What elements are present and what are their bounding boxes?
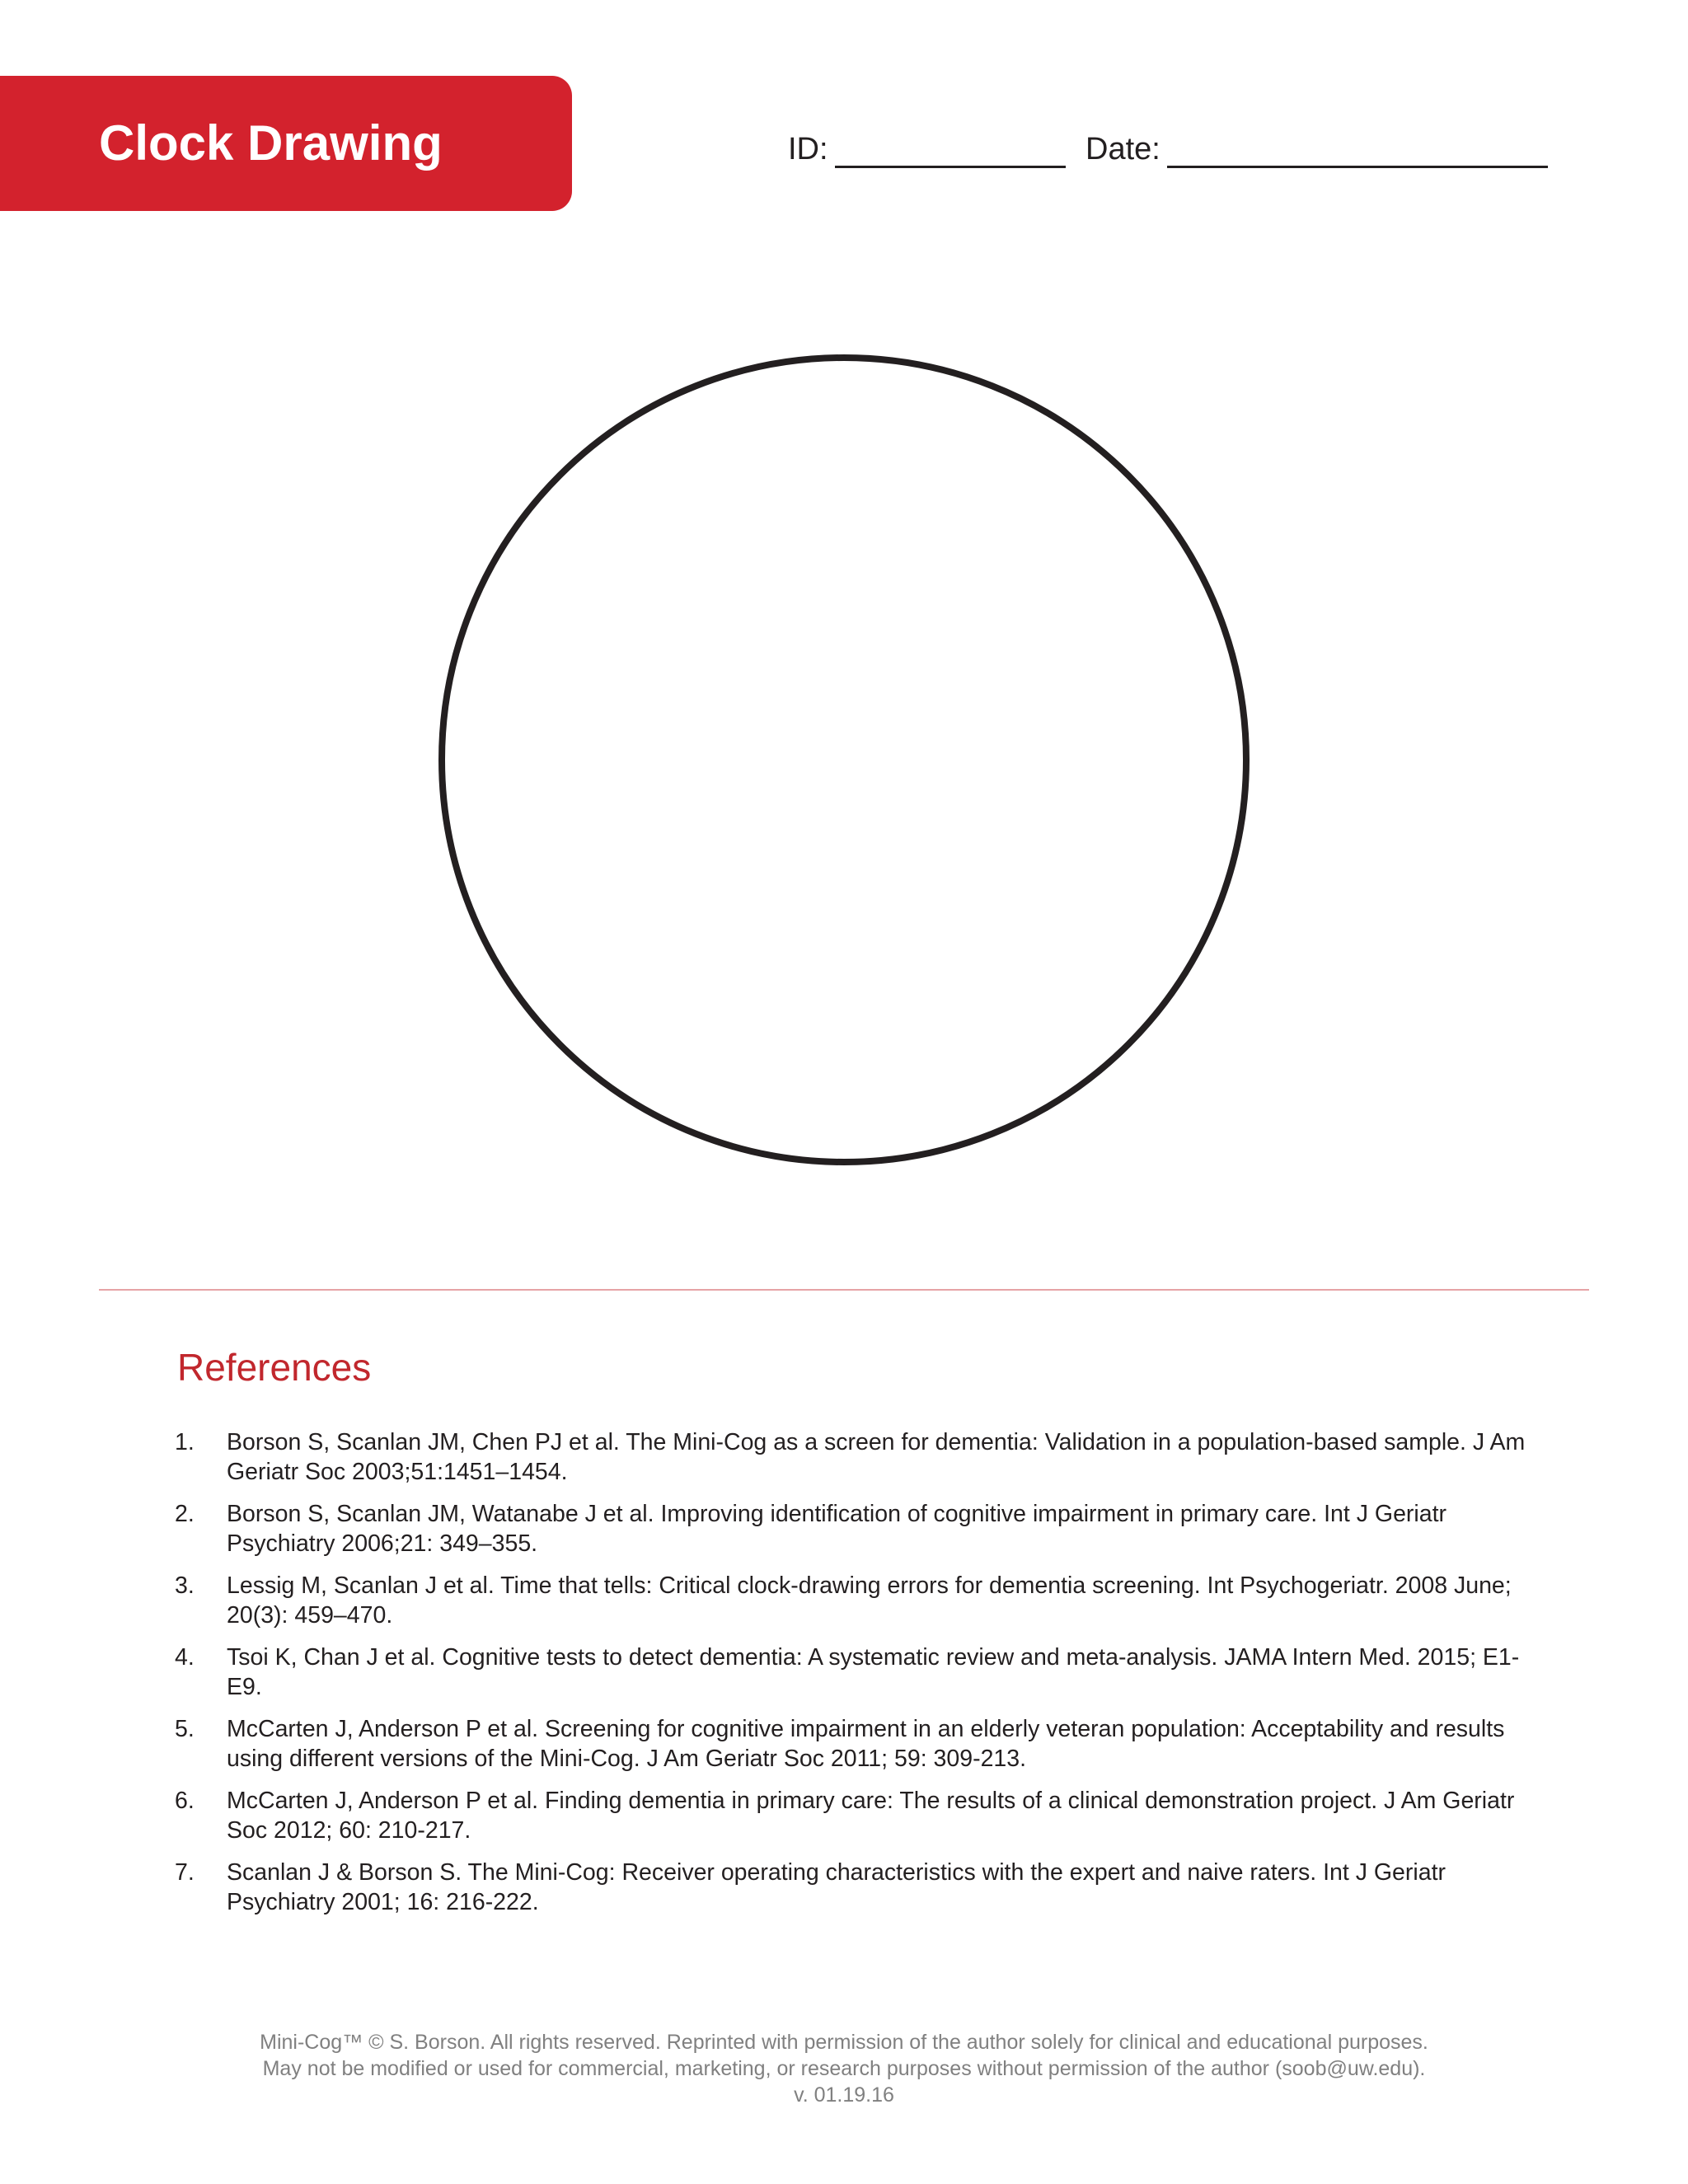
reference-number: 5. (175, 1716, 195, 1742)
reference-text: Borson S, Scanlan JM, Watanabe J et al. Improving identification of cognitive impairment in primary care. Int J Geriatr Psychiatry 2006;21: 349–355. (227, 1501, 1447, 1557)
date-blank-line[interactable] (1167, 131, 1548, 168)
footer-copyright-line: Mini-Cog™ © S. Borson. All rights reserved. Reprinted with permission of the author solely for clinical and educational purposes. (260, 2031, 1428, 2054)
id-label: ID: (788, 132, 828, 166)
reference-text: Scanlan J & Borson S. The Mini-Cog: Receiver operating characteristics with the expert and naive raters. Int J Geriatr Psychiatry 2001; 16: 216-222. (227, 1859, 1446, 1915)
reference-item (175, 1643, 1526, 1714)
reference-text: Tsoi K, Chan J et al. Cognitive tests to detect dementia: A systematic review and meta-analysis. JAMA Intern Med. 2015; E1-E9. (227, 1644, 1520, 1700)
reference-item (175, 1499, 1526, 1571)
title-banner (0, 76, 572, 211)
id-field[interactable] (788, 122, 1066, 168)
reference-text: McCarten J, Anderson P et al. Finding dementia in primary care: The results of a clinical demonstration project. J Am Geriatr Soc 2012; 60: 210-217. (227, 1788, 1515, 1844)
footer-permission-line: May not be modified or used for commercial, marketing, or research purposes without permission of the author (soob@uw.edu). (262, 2057, 1426, 2080)
reference-item (175, 1786, 1526, 1858)
reference-text: Lessig M, Scanlan J et al. Time that tells: Critical clock-drawing errors for dementia screening. Int Psychogeriatr. 2008 June; 20(3): 459–470. (227, 1572, 1512, 1629)
reference-number: 1. (175, 1429, 195, 1455)
footer-version: v. 01.19.16 (794, 2083, 894, 2107)
section-divider (99, 1289, 1589, 1291)
date-field[interactable] (1085, 122, 1548, 168)
copyright-footer (102, 2029, 1586, 2108)
reference-item (175, 1427, 1526, 1499)
reference-number: 7. (175, 1859, 195, 1886)
page-title: Clock Drawing (99, 115, 443, 171)
reference-text: McCarten J, Anderson P et al. Screening for cognitive impairment in an elderly veteran population: Acceptability and results using different versions of the Mini-Cog. J Am Geriatr Soc 2011; 59: 309-213. (227, 1716, 1505, 1772)
references-list (175, 1427, 1526, 1929)
reference-text: Borson S, Scanlan JM, Chen PJ et al. The Mini-Cog as a screen for dementia: Validation in a population-based sample. J Am Geriatr Soc 2003;51:1451–1454. (227, 1429, 1526, 1485)
reference-item (175, 1858, 1526, 1929)
reference-number: 2. (175, 1501, 195, 1527)
reference-number: 6. (175, 1788, 195, 1814)
clock-face-outline (442, 358, 1246, 1162)
references-heading: References (177, 1346, 372, 1389)
date-label: Date: (1085, 132, 1160, 166)
reference-item (175, 1571, 1526, 1643)
reference-item (175, 1714, 1526, 1786)
reference-number: 4. (175, 1644, 195, 1671)
id-blank-line[interactable] (835, 131, 1066, 168)
clock-drawing-circle[interactable] (437, 353, 1251, 1167)
reference-number: 3. (175, 1572, 195, 1599)
